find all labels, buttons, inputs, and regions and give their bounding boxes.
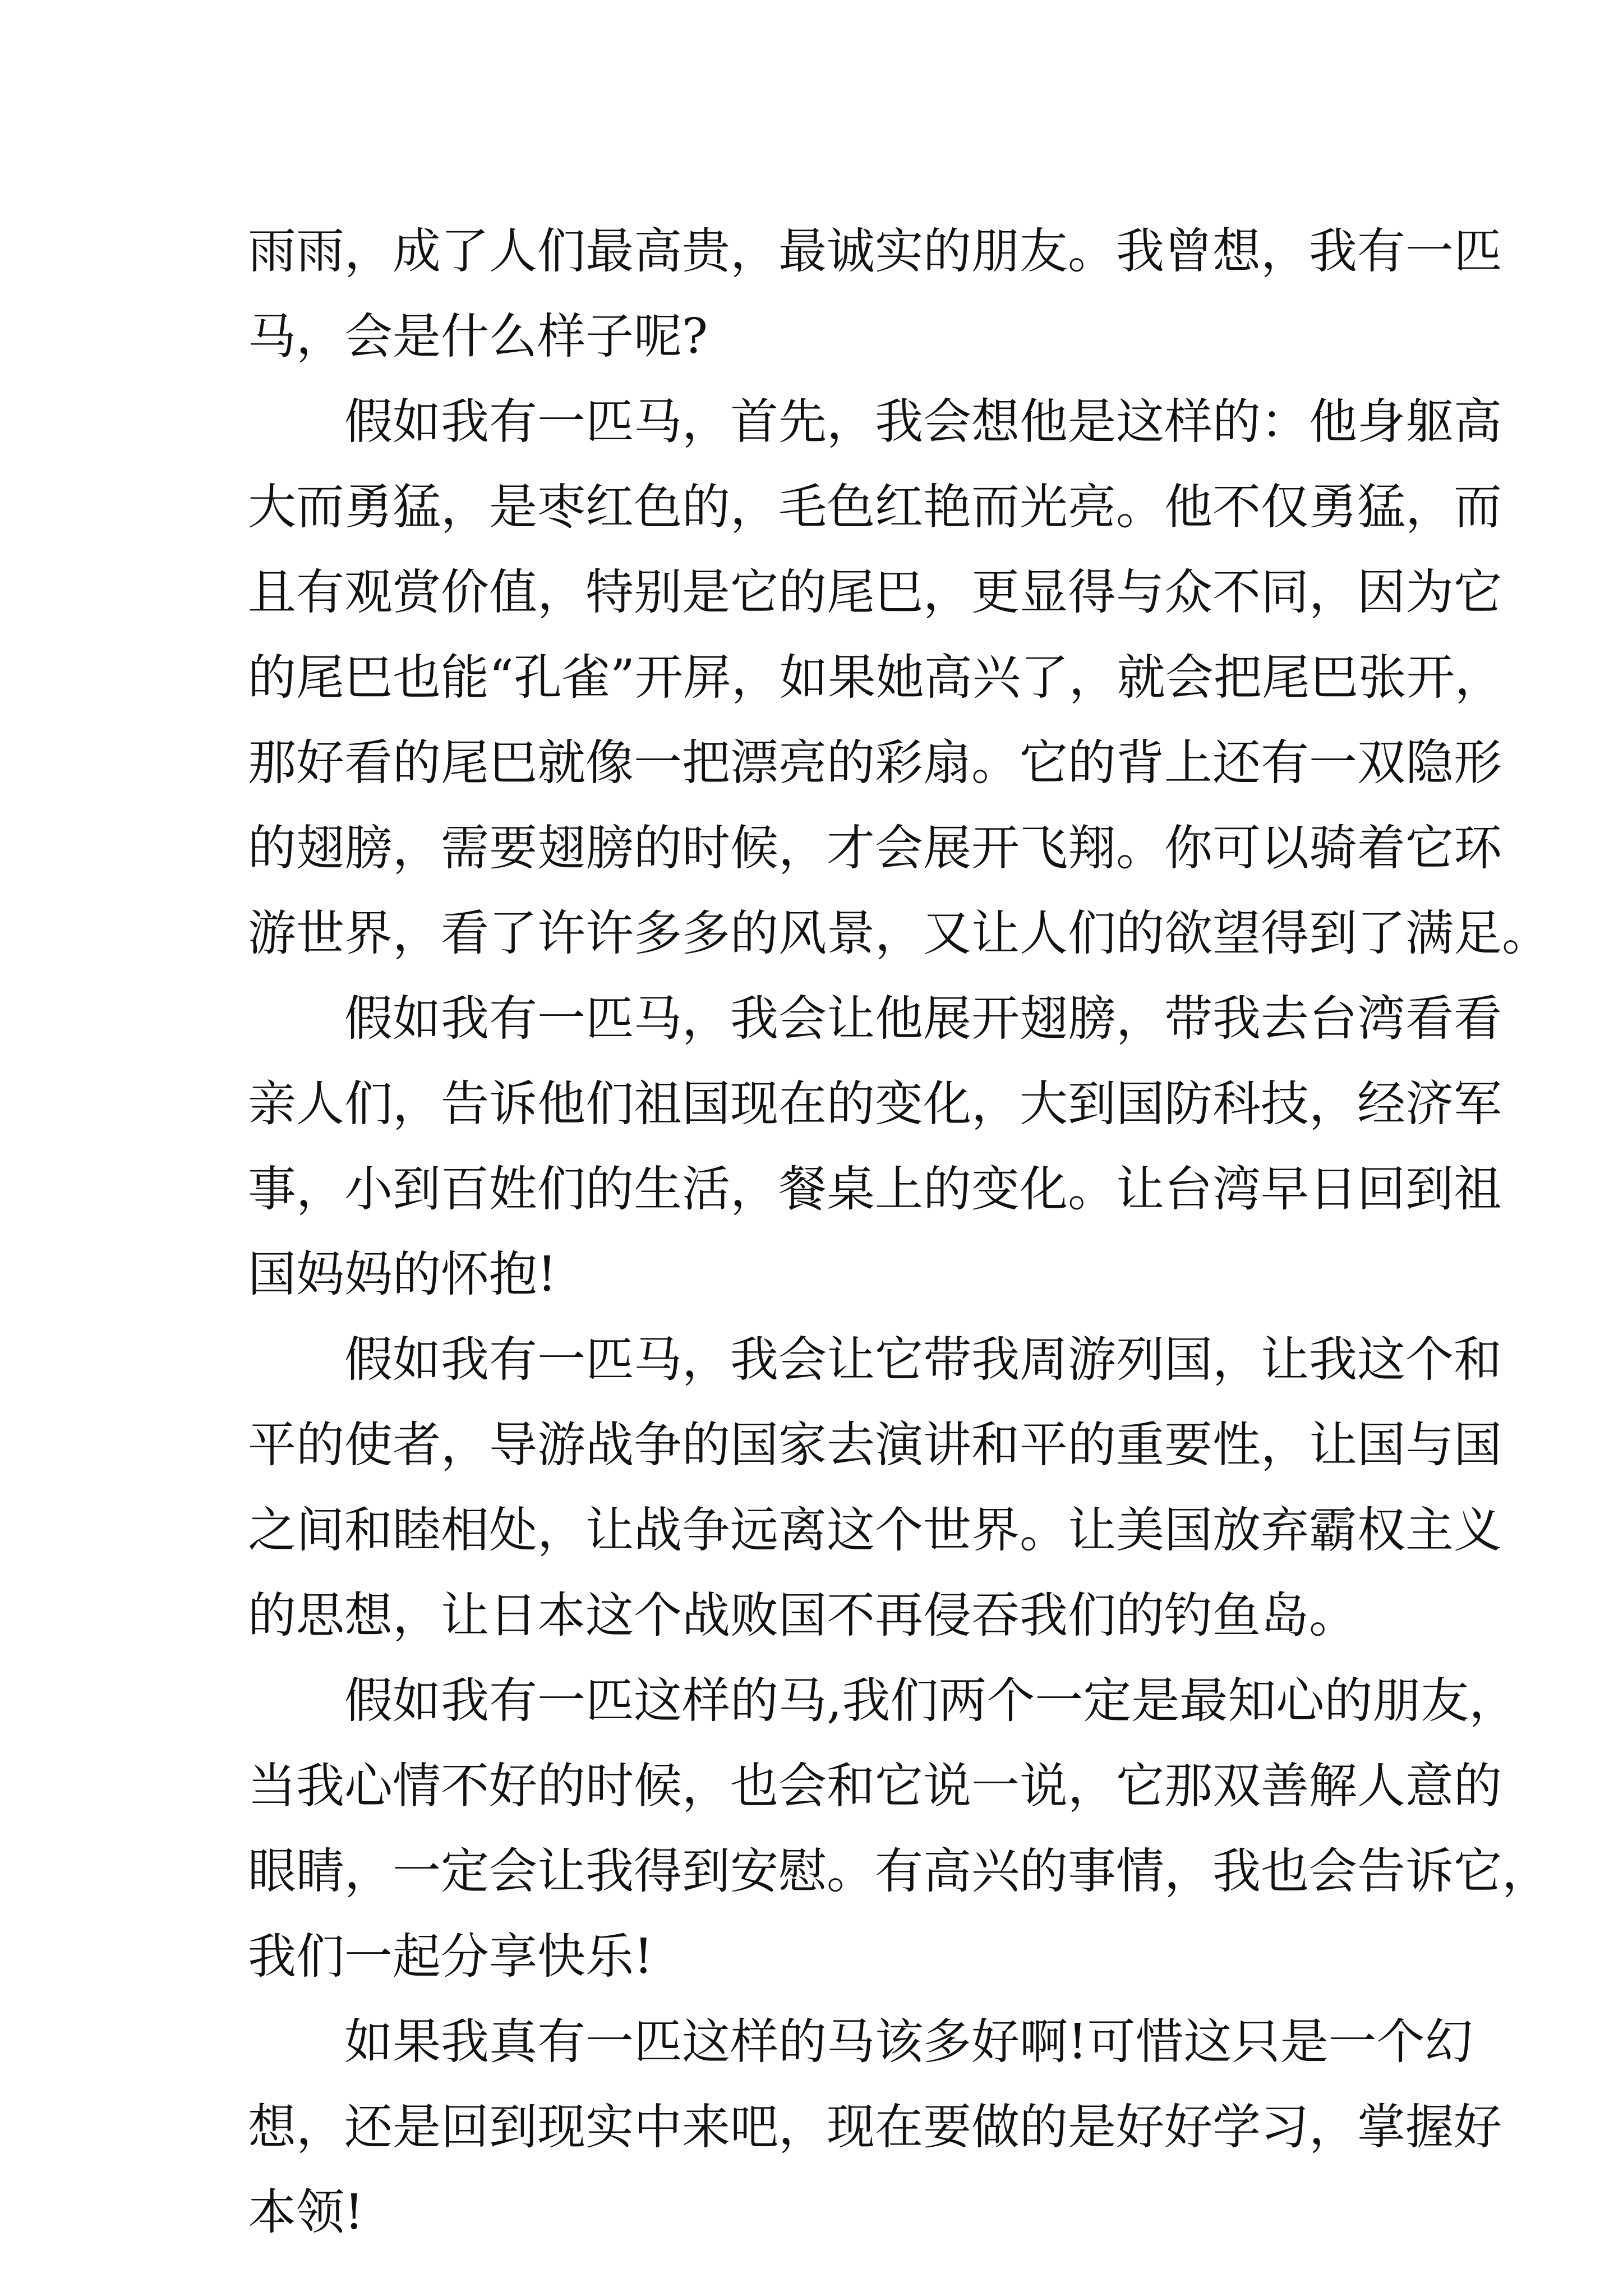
text-line: 假如我有一匹这样的马,我们两个一定是最知心的朋友， — [344, 1673, 1518, 1729]
paragraph-3 — [248, 976, 1502, 1317]
text-line: 国妈妈的怀抱! — [248, 1246, 557, 1303]
text-line: 平的使者，导游战争的国家去演讲和平的重要性，让国与国 — [248, 1417, 1502, 1473]
text-line: 马，会是什么样子呢? — [248, 309, 708, 365]
text-line: 我们一起分享快乐! — [248, 1929, 653, 1985]
text-line: 假如我有一匹马，我会让它带我周游列国，让我这个和 — [344, 1332, 1502, 1388]
text-line: 如果我真有一匹这样的马该多好啊!可惜这只是一个幻 — [344, 2014, 1473, 2070]
text-line: 的翅膀，需要翅膀的时候，才会展开飞翔。你可以骑着它环 — [248, 820, 1502, 876]
text-line: 亲人们，告诉他们祖国现在的变化，大到国防科技，经济军 — [248, 1076, 1502, 1132]
essay-body — [248, 209, 1550, 2255]
paragraph-5 — [248, 1658, 1550, 1999]
paragraph-4 — [248, 1317, 1502, 1658]
text-line: 且有观赏价值，特别是它的尾巴，更显得与众不同，因为它 — [248, 564, 1502, 620]
text-line: 的思想，让日本这个战败国不再侵吞我们的钓鱼岛。 — [248, 1588, 1357, 1644]
text-line: 大而勇猛，是枣红色的，毛色红艳而光亮。他不仅勇猛，而 — [248, 479, 1502, 535]
text-line: 游世界，看了许许多多的风景，又让人们的欲望得到了满足。 — [248, 905, 1550, 961]
text-line: 事，小到百姓们的生活，餐桌上的变化。让台湾早日回到祖 — [248, 1161, 1502, 1217]
text-line: 假如我有一匹马，我会让他展开翅膀，带我去台湾看看 — [344, 991, 1502, 1047]
paragraph-1 — [248, 209, 1502, 379]
text-line: 之间和睦相处，让战争远离这个世界。让美国放弃霸权主义 — [248, 1502, 1502, 1558]
text-line: 当我心情不好的时候，也会和它说一说，它那双善解人意的 — [248, 1758, 1502, 1814]
paragraph-2 — [248, 379, 1550, 976]
text-line: 假如我有一匹马，首先，我会想他是这样的：他身躯高 — [344, 394, 1502, 450]
text-line: 雨雨，成了人们最高贵，最诚实的朋友。我曾想，我有一匹 — [248, 223, 1502, 279]
text-line: 那好看的尾巴就像一把漂亮的彩扇。它的背上还有一双隐形 — [248, 735, 1502, 791]
text-line: 想，还是回到现实中来吧，现在要做的是好好学习，掌握好 — [248, 2099, 1502, 2155]
paragraph-6 — [248, 1999, 1502, 2255]
text-line: 眼睛，一定会让我得到安慰。有高兴的事情，我也会告诉它， — [248, 1843, 1550, 1899]
text-line: 的尾巴也能“孔雀”开屏，如果她高兴了，就会把尾巴张开， — [248, 650, 1503, 706]
text-line: 本领! — [248, 2184, 364, 2240]
